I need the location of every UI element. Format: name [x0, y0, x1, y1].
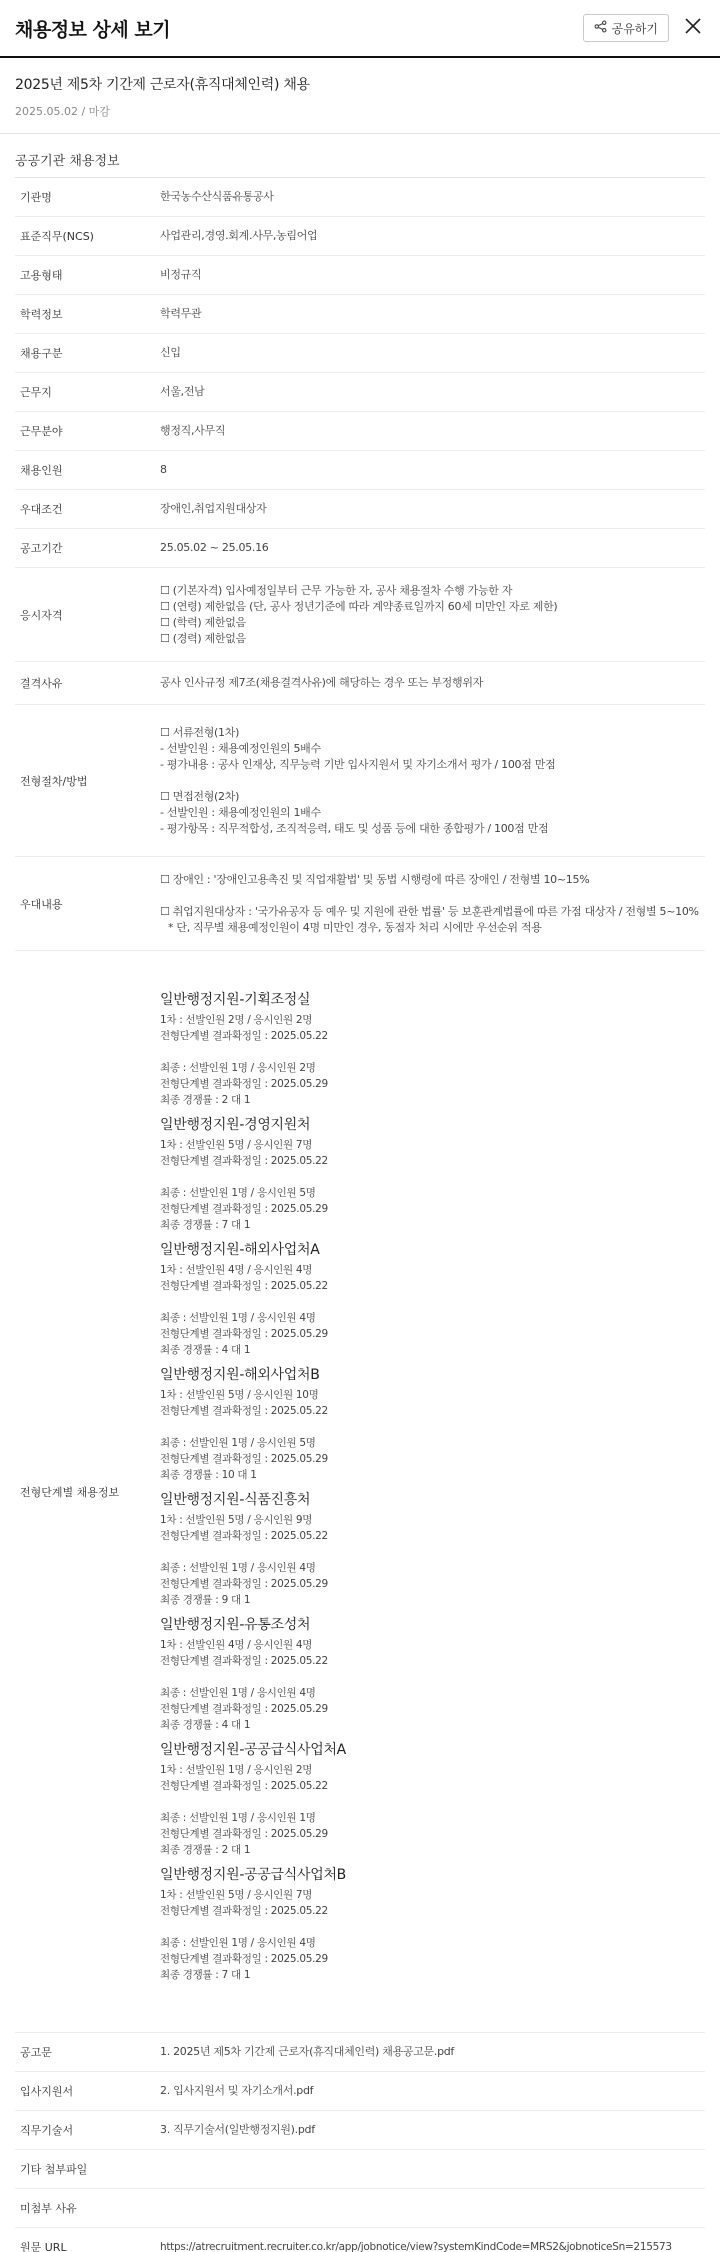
dept-title: 일반행정지원-경영지원처 [160, 1116, 311, 1133]
dept-line: 전형단계별 결과확정일 : 2025.05.22 [160, 1154, 328, 1167]
dept-block [160, 1742, 705, 1858]
row-label: 결격사유 [20, 677, 63, 690]
close-icon [684, 17, 702, 39]
row-preferential [15, 857, 705, 951]
dept-line: 최종 : 선발인원 1명 / 응시인원 1명 [160, 1811, 316, 1824]
row-label: 우대내용 [20, 897, 63, 911]
dept-line: 전형단계별 결과확정일 : 2025.05.22 [160, 1654, 328, 1667]
procedure-line: - 평가내용 : 공사 인재상, 직무능력 기반 입사지원서 및 자기소개서 평가 / 100점 만점 [160, 757, 556, 771]
dept-title: 일반행정지원-식품진흥처 [160, 1491, 311, 1508]
row-value: 8 [160, 463, 167, 476]
header [0, 0, 720, 58]
dept-line: 최종 경쟁률 : 4 대 1 [160, 1343, 251, 1356]
share-icon [594, 20, 607, 36]
dept-line: 전형단계별 결과확정일 : 2025.05.29 [160, 1452, 328, 1465]
preferential-note: * 단, 직무별 채용예정인원이 4명 미만인 경우, 동점자 처리 시에만 우선순위 적용 [168, 920, 542, 934]
job-title: 2025년 제5차 기간제 근로자(휴직대체인력) 채용 [15, 77, 310, 93]
dept-title: 일반행정지원-공공급식사업처B [160, 1866, 346, 1883]
dept-line: 전형단계별 결과확정일 : 2025.05.22 [160, 1779, 328, 1792]
dept-line: 최종 경쟁률 : 2 대 1 [160, 1843, 251, 1856]
row-field [15, 412, 705, 451]
row-disqualification [15, 662, 705, 705]
dept-block [160, 1367, 705, 1483]
dept-line: 1차 : 선발인원 5명 / 응시인원 7명 [160, 1888, 313, 1901]
preferential-line: ☐ 취업지원대상자 : '국가유공자 등 예우 및 지원에 관한 법률' 등 보훈관계법률에 따른 가점 대상자 / 전형별 5~10% [160, 904, 699, 918]
dept-line: 전형단계별 결과확정일 : 2025.05.22 [160, 1529, 328, 1542]
dept-line: 1차 : 선발인원 2명 / 응시인원 2명 [160, 1013, 313, 1026]
row-location [15, 373, 705, 412]
header-actions [583, 14, 705, 42]
row-qualification [15, 568, 705, 662]
row-stages [15, 951, 705, 2033]
qualification-line: ☐ (경력) 제한없음 [160, 631, 246, 645]
dept-line: 최종 경쟁률 : 7 대 1 [160, 1218, 251, 1231]
procedure-line: - 선발인원 : 채용예정인원의 5배수 [160, 741, 321, 755]
dept-line: 1차 : 선발인원 4명 / 응시인원 4명 [160, 1263, 313, 1276]
row-preference [15, 490, 705, 529]
row-label: 원문 URL [20, 2241, 67, 2252]
page-title: 채용정보 상세 보기 [15, 18, 171, 41]
row-value [160, 725, 705, 837]
dept-line: 최종 : 선발인원 1명 / 응시인원 4명 [160, 1686, 316, 1699]
row-value: 학력무관 [160, 307, 202, 320]
dept-line: 전형단계별 결과확정일 : 2025.05.29 [160, 1077, 328, 1090]
row-label: 우대조건 [20, 503, 63, 516]
dept-line: 최종 경쟁률 : 4 대 1 [160, 1718, 251, 1731]
dept-line: 1차 : 선발인원 5명 / 응시인원 7명 [160, 1138, 313, 1151]
dept-line: 최종 : 선발인원 1명 / 응시인원 5명 [160, 1436, 316, 1449]
row-education [15, 295, 705, 334]
row-label: 전형단계별 채용정보 [20, 1485, 120, 1499]
close-button[interactable] [681, 16, 705, 40]
row-ncs [15, 217, 705, 256]
row-value: 사업관리,경영.회계.사무,농림어업 [160, 229, 318, 242]
dept-line: 전형단계별 결과확정일 : 2025.05.29 [160, 1827, 328, 1840]
job-header [0, 58, 720, 134]
dept-line: 최종 : 선발인원 1명 / 응시인원 4명 [160, 1936, 316, 1949]
attachment-link-application[interactable]: 2. 입사지원서 및 자기소개서.pdf [160, 2084, 314, 2097]
row-source-url [15, 2228, 705, 2252]
procedure-line: - 선발인원 : 채용예정인원의 1배수 [160, 805, 321, 819]
dept-title: 일반행정지원-공공급식사업처A [160, 1741, 346, 1758]
row-label: 채용구분 [20, 347, 63, 360]
dept-line: 전형단계별 결과확정일 : 2025.05.22 [160, 1279, 328, 1292]
dept-title: 일반행정지원-해외사업처B [160, 1366, 320, 1383]
source-url-link[interactable]: https://atrecruitment.recruiter.co.kr/app/jobnotice/view?systemKindCode=MRS2&jobnoticeSn=215573 [160, 2241, 672, 2252]
row-value [160, 872, 705, 936]
dept-block [160, 1867, 705, 1983]
row-label: 전형절차/방법 [20, 774, 88, 788]
section-title: 공공기관 채용정보 [15, 154, 120, 169]
row-label: 미첨부 사유 [20, 2202, 77, 2215]
dept-line: 전형단계별 결과확정일 : 2025.05.22 [160, 1904, 328, 1917]
dept-line: 최종 : 선발인원 1명 / 응시인원 4명 [160, 1561, 316, 1574]
dept-title: 일반행정지원-기획조정실 [160, 991, 311, 1008]
dept-block [160, 1492, 705, 1608]
row-value: 장애인,취업지원대상자 [160, 502, 267, 515]
qualification-line: ☐ (기본자격) 입사예정일부터 근무 가능한 자, 공사 채용절차 수행 가능한 자 [160, 583, 513, 597]
row-period [15, 529, 705, 568]
dept-line: 전형단계별 결과확정일 : 2025.05.29 [160, 1952, 328, 1965]
row-value: 행정직,사무직 [160, 424, 226, 437]
row-value: 서울,전남 [160, 385, 205, 398]
preferential-line: ☐ 장애인 : '장애인고용촉진 및 직업재활법' 및 동법 시행령에 따른 장애인 / 전형별 10~15% [160, 872, 590, 886]
dept-line: 최종 경쟁률 : 10 대 1 [160, 1468, 257, 1481]
row-emp-type [15, 256, 705, 295]
dept-line: 최종 : 선발인원 1명 / 응시인원 2명 [160, 1061, 316, 1074]
row-label: 근무지 [20, 386, 52, 399]
dept-line: 최종 경쟁률 : 2 대 1 [160, 1093, 251, 1106]
dept-line: 최종 경쟁률 : 9 대 1 [160, 1593, 251, 1606]
share-button[interactable] [583, 14, 669, 42]
row-notice [15, 2033, 705, 2072]
dept-line: 전형단계별 결과확정일 : 2025.05.29 [160, 1202, 328, 1215]
row-headcount [15, 451, 705, 490]
row-application [15, 2072, 705, 2111]
dept-line: 1차 : 선발인원 1명 / 응시인원 2명 [160, 1763, 313, 1776]
row-value [160, 992, 705, 1992]
row-label: 직무기술서 [20, 2124, 74, 2137]
dept-line: 1차 : 선발인원 5명 / 응시인원 10명 [160, 1388, 319, 1401]
procedure-line: ☐ 서류전형(1차) [160, 725, 240, 739]
dept-block [160, 1242, 705, 1358]
row-value: 신입 [160, 346, 181, 359]
row-other-files [15, 2150, 705, 2189]
qualification-line: ☐ (학력) 제한없음 [160, 615, 246, 629]
row-label: 공고문 [20, 2046, 52, 2059]
row-value: 비정규직 [160, 268, 202, 281]
row-procedure [15, 705, 705, 857]
row-label: 응시자격 [20, 608, 63, 622]
procedure-line: ☐ 면접전형(2차) [160, 789, 240, 803]
share-label: 공유하기 [611, 21, 658, 36]
dept-line: 전형단계별 결과확정일 : 2025.05.29 [160, 1577, 328, 1590]
row-label: 고용형태 [20, 269, 63, 282]
dept-line: 1차 : 선발인원 4명 / 응시인원 4명 [160, 1638, 313, 1651]
dept-line: 1차 : 선발인원 5명 / 응시인원 9명 [160, 1513, 313, 1526]
dept-block [160, 1117, 705, 1233]
row-label: 근무분야 [20, 425, 63, 438]
row-label: 기관명 [20, 191, 52, 204]
dept-line: 최종 : 선발인원 1명 / 응시인원 5명 [160, 1186, 316, 1199]
info-table [15, 177, 705, 2252]
row-label: 공고기간 [20, 542, 63, 555]
row-hire-type [15, 334, 705, 373]
row-label: 채용인원 [20, 464, 63, 477]
row-label: 기타 첨부파일 [20, 2163, 88, 2176]
qualification-line: ☐ (연령) 제한없음 (단, 공사 정년기준에 따라 계약종료일까지 60세 미만인 자로 제한) [160, 599, 558, 613]
row-org [15, 178, 705, 217]
dept-line: 전형단계별 결과확정일 : 2025.05.22 [160, 1404, 328, 1417]
dept-title: 일반행정지원-유통조성처 [160, 1616, 311, 1633]
job-meta: 2025.05.02 / 마감 [15, 105, 110, 118]
procedure-line: - 평가항목 : 직무적합성, 조직적응력, 태도 및 성품 등에 대한 종합평가 / 100점 만점 [160, 821, 549, 835]
row-no-attach-reason [15, 2189, 705, 2228]
row-value: 25.05.02 ~ 25.05.16 [160, 541, 269, 554]
row-label: 학력정보 [20, 308, 63, 321]
dept-block [160, 992, 705, 1108]
dept-line: 최종 경쟁률 : 7 대 1 [160, 1968, 251, 1981]
row-value [160, 583, 705, 647]
row-label: 표준직무(NCS) [20, 230, 94, 243]
row-job-desc [15, 2111, 705, 2150]
dept-line: 전형단계별 결과확정일 : 2025.05.29 [160, 1327, 328, 1340]
row-label: 입사지원서 [20, 2085, 74, 2098]
dept-block [160, 1617, 705, 1733]
dept-line: 전형단계별 결과확정일 : 2025.05.29 [160, 1702, 328, 1715]
attachment-link-job-desc[interactable]: 3. 직무기술서(일반행정지원).pdf [160, 2123, 315, 2136]
row-value: 공사 인사규정 제7조(채용결격사유)에 해당하는 경우 또는 부정행위자 [160, 676, 483, 689]
dept-line: 전형단계별 결과확정일 : 2025.05.22 [160, 1029, 328, 1042]
dept-line: 최종 : 선발인원 1명 / 응시인원 4명 [160, 1311, 316, 1324]
row-value: 한국농수산식품유통공사 [160, 190, 274, 203]
attachment-link-notice[interactable]: 1. 2025년 제5차 기간제 근로자(휴직대체인력) 채용공고문.pdf [160, 2045, 455, 2058]
dept-title: 일반행정지원-해외사업처A [160, 1241, 320, 1258]
